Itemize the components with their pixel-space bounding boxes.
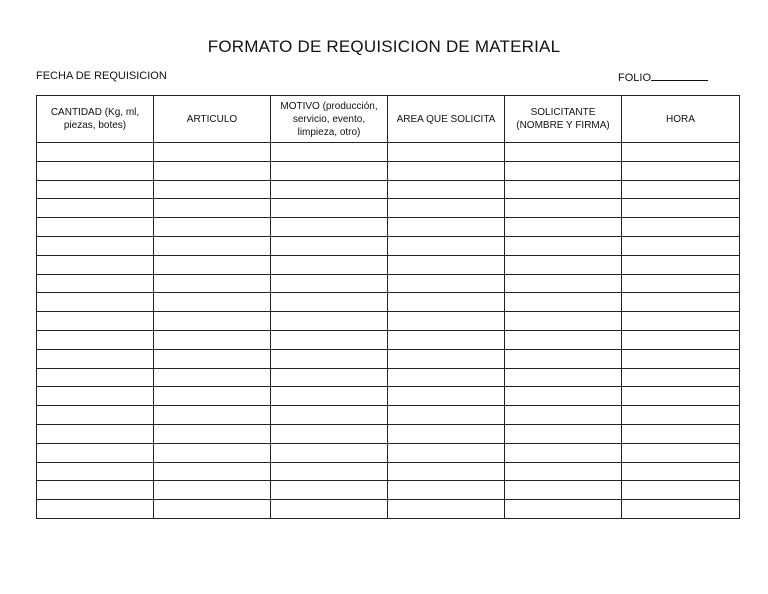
table-cell[interactable]	[622, 368, 740, 387]
folio-blank-line[interactable]	[651, 70, 708, 81]
table-cell[interactable]	[388, 387, 505, 406]
table-cell[interactable]	[622, 236, 740, 255]
table-cell[interactable]	[622, 406, 740, 425]
table-cell[interactable]	[37, 368, 154, 387]
table-cell[interactable]	[271, 236, 388, 255]
table-cell[interactable]	[388, 424, 505, 443]
table-cell[interactable]	[622, 161, 740, 180]
table-cell[interactable]	[622, 443, 740, 462]
table-cell[interactable]	[505, 349, 622, 368]
folio-label: FOLIO	[618, 72, 652, 84]
table-row	[37, 255, 740, 274]
table-row	[37, 274, 740, 293]
table-cell[interactable]	[622, 387, 740, 406]
table-cell[interactable]	[271, 143, 388, 162]
table-cell[interactable]	[37, 500, 154, 519]
table-row	[37, 180, 740, 199]
table-cell[interactable]	[37, 330, 154, 349]
table-cell[interactable]	[271, 424, 388, 443]
table-cell[interactable]	[622, 500, 740, 519]
table-cell[interactable]	[271, 387, 388, 406]
page-title: FORMATO DE REQUISICION DE MATERIAL	[207, 37, 561, 56]
table-cell[interactable]	[505, 218, 622, 237]
table-cell[interactable]	[271, 293, 388, 312]
table-cell[interactable]	[388, 274, 505, 293]
table-cell[interactable]	[37, 481, 154, 500]
table-cell[interactable]	[271, 443, 388, 462]
table-cell[interactable]	[388, 293, 505, 312]
table-row	[37, 161, 740, 180]
table-cell[interactable]	[505, 424, 622, 443]
table-cell[interactable]	[271, 481, 388, 500]
table-cell[interactable]	[505, 406, 622, 425]
table-cell[interactable]	[37, 180, 154, 199]
table-cell[interactable]	[154, 293, 271, 312]
table-cell[interactable]	[37, 424, 154, 443]
table-cell[interactable]	[271, 218, 388, 237]
table-cell[interactable]	[622, 312, 740, 331]
table-cell[interactable]	[388, 462, 505, 481]
column-header-solicitante: SOLICITANTE (NOMBRE Y FIRMA)	[505, 96, 622, 143]
table-cell[interactable]	[37, 274, 154, 293]
table-cell[interactable]	[154, 462, 271, 481]
table-cell[interactable]	[622, 199, 740, 218]
table-cell[interactable]	[622, 218, 740, 237]
table-cell[interactable]	[388, 349, 505, 368]
table-header-row	[37, 96, 740, 143]
table-cell[interactable]	[505, 255, 622, 274]
table-cell[interactable]	[37, 312, 154, 331]
column-header-area: AREA QUE SOLICITA	[388, 96, 505, 143]
table-cell[interactable]	[271, 368, 388, 387]
column-header-motivo: MOTIVO (producción, servicio, evento, limpieza, otro)	[271, 96, 388, 143]
table-cell[interactable]	[37, 349, 154, 368]
table-cell[interactable]	[271, 180, 388, 199]
table-row	[37, 199, 740, 218]
table-cell[interactable]	[505, 199, 622, 218]
table-row	[37, 481, 740, 500]
table-cell[interactable]	[271, 161, 388, 180]
table-cell[interactable]	[622, 481, 740, 500]
table-cell[interactable]	[388, 255, 505, 274]
table-cell[interactable]	[37, 293, 154, 312]
table-cell[interactable]	[154, 274, 271, 293]
table-cell[interactable]	[271, 462, 388, 481]
table-cell[interactable]	[505, 500, 622, 519]
table-cell[interactable]	[37, 143, 154, 162]
table-cell[interactable]	[388, 368, 505, 387]
table-cell[interactable]	[271, 330, 388, 349]
table-cell[interactable]	[505, 236, 622, 255]
table-row	[37, 424, 740, 443]
column-header-hora: HORA	[622, 96, 740, 143]
table-cell[interactable]	[505, 462, 622, 481]
table-cell[interactable]	[622, 330, 740, 349]
table-cell[interactable]	[505, 330, 622, 349]
table-cell[interactable]	[154, 330, 271, 349]
folio-field	[618, 70, 708, 84]
table-cell[interactable]	[37, 218, 154, 237]
table-cell[interactable]	[622, 293, 740, 312]
table-cell[interactable]	[154, 349, 271, 368]
table-cell[interactable]	[37, 462, 154, 481]
table-cell[interactable]	[388, 143, 505, 162]
table-cell[interactable]	[154, 312, 271, 331]
table-cell[interactable]	[37, 387, 154, 406]
table-cell[interactable]	[271, 312, 388, 331]
table-cell[interactable]	[505, 274, 622, 293]
table-cell[interactable]	[622, 180, 740, 199]
table-cell[interactable]	[505, 387, 622, 406]
table-cell[interactable]	[37, 161, 154, 180]
table-cell[interactable]	[154, 218, 271, 237]
table-cell[interactable]	[622, 424, 740, 443]
table-cell[interactable]	[271, 199, 388, 218]
table-cell[interactable]	[271, 500, 388, 519]
table-cell[interactable]	[154, 236, 271, 255]
table-cell[interactable]	[505, 443, 622, 462]
table-cell[interactable]	[37, 236, 154, 255]
table-cell[interactable]	[388, 481, 505, 500]
table-cell[interactable]	[505, 180, 622, 199]
table-row	[37, 406, 740, 425]
table-row	[37, 312, 740, 331]
table-cell[interactable]	[388, 406, 505, 425]
table-cell[interactable]	[271, 406, 388, 425]
table-cell[interactable]	[37, 199, 154, 218]
table-cell[interactable]	[622, 143, 740, 162]
table-row	[37, 293, 740, 312]
table-cell[interactable]	[154, 199, 271, 218]
table-cell[interactable]	[154, 443, 271, 462]
table-cell[interactable]	[388, 500, 505, 519]
table-cell[interactable]	[622, 255, 740, 274]
column-header-cantidad: CANTIDAD (Kg, ml, piezas, botes)	[37, 96, 154, 143]
table-cell[interactable]	[154, 180, 271, 199]
table-cell[interactable]	[154, 481, 271, 500]
table-cell[interactable]	[505, 143, 622, 162]
table-cell[interactable]	[271, 274, 388, 293]
table-cell[interactable]	[271, 349, 388, 368]
table-cell[interactable]	[37, 406, 154, 425]
table-cell[interactable]	[154, 424, 271, 443]
table-cell[interactable]	[622, 349, 740, 368]
table-row	[37, 330, 740, 349]
requisition-table	[36, 95, 740, 519]
table-row	[37, 349, 740, 368]
table-cell[interactable]	[388, 180, 505, 199]
table-cell[interactable]	[154, 161, 271, 180]
column-header-articulo: ARTICULO	[154, 96, 271, 143]
table-cell[interactable]	[505, 161, 622, 180]
table-cell[interactable]	[622, 462, 740, 481]
table-cell[interactable]	[271, 255, 388, 274]
table-cell[interactable]	[622, 274, 740, 293]
table-cell[interactable]	[388, 443, 505, 462]
table-row	[37, 236, 740, 255]
table-row	[37, 143, 740, 162]
table-cell[interactable]	[505, 481, 622, 500]
table-cell[interactable]	[388, 218, 505, 237]
table-row	[37, 387, 740, 406]
table-row	[37, 218, 740, 237]
table-cell[interactable]	[154, 255, 271, 274]
table-cell[interactable]	[37, 443, 154, 462]
table-cell[interactable]	[154, 368, 271, 387]
table-cell[interactable]	[388, 199, 505, 218]
table-cell[interactable]	[505, 368, 622, 387]
table-cell[interactable]	[388, 236, 505, 255]
table-row	[37, 500, 740, 519]
table-cell[interactable]	[505, 312, 622, 331]
table-row	[37, 368, 740, 387]
table-row	[37, 443, 740, 462]
table-cell[interactable]	[154, 406, 271, 425]
table-row	[37, 462, 740, 481]
table-body	[37, 143, 740, 519]
table-cell[interactable]	[388, 312, 505, 331]
table-cell[interactable]	[154, 387, 271, 406]
table-cell[interactable]	[37, 255, 154, 274]
table-cell[interactable]	[154, 143, 271, 162]
table-cell[interactable]	[388, 161, 505, 180]
table-cell[interactable]	[505, 293, 622, 312]
table-cell[interactable]	[388, 330, 505, 349]
requisition-date-label: FECHA DE REQUISICION	[36, 70, 167, 82]
table-cell[interactable]	[154, 500, 271, 519]
